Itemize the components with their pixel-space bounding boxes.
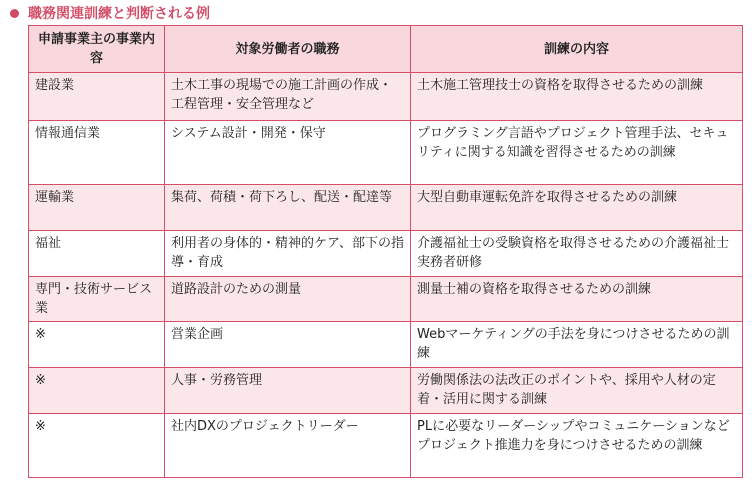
table-row (29, 368, 743, 414)
cell-business: 専門・技術サービス業 (29, 277, 165, 322)
header-business: 申請事業主の事業内容 (29, 26, 165, 73)
table-row (29, 277, 743, 322)
table-header-row (29, 26, 743, 73)
table-row (29, 185, 743, 231)
cell-business: ※ (29, 414, 165, 478)
cell-business: ※ (29, 368, 165, 414)
cell-duty: 人事・労務管理 (165, 368, 411, 414)
cell-training: 測量士補の資格を取得させるための訓練 (411, 277, 743, 322)
section-heading-text: 職務関連訓練と判断される例 (28, 6, 210, 22)
cell-training: PLに必要なリーダーシップやコミュニケーションなどプロジェクト推進力を身につけさせるための訓練 (411, 414, 743, 478)
cell-duty: 道路設計のための測量 (165, 277, 411, 322)
section-heading (8, 3, 210, 23)
table-row (29, 73, 743, 121)
cell-business: 福祉 (29, 231, 165, 277)
table-row (29, 121, 743, 185)
table-row (29, 231, 743, 277)
header-duty: 対象労働者の職務 (165, 26, 411, 73)
cell-training: 大型自動車運転免許を取得させるための訓練 (411, 185, 743, 231)
cell-duty: システム設計・開発・保守 (165, 121, 411, 185)
cell-duty: 集荷、荷積・荷下ろし、配送・配達等 (165, 185, 411, 231)
cell-duty: 営業企画 (165, 322, 411, 368)
cell-training: Webマーケティングの手法を身につけさせるための訓練 (411, 322, 743, 368)
cell-business: 建設業 (29, 73, 165, 121)
bullet-dot-icon (10, 9, 19, 18)
cell-business: 運輸業 (29, 185, 165, 231)
cell-business: ※ (29, 322, 165, 368)
cell-duty: 社内DXのプロジェクトリーダー (165, 414, 411, 478)
training-examples-table (28, 25, 743, 478)
header-training: 訓練の内容 (411, 26, 743, 73)
cell-duty: 利用者の身体的・精神的ケア、部下の指導・育成 (165, 231, 411, 277)
cell-training: 介護福祉士の受験資格を取得させるための介護福祉士実務者研修 (411, 231, 743, 277)
cell-training: 労働関係法の法改正のポイントや、採用や人材の定着・活用に関する訓練 (411, 368, 743, 414)
cell-training: プログラミング言語やプロジェクト管理手法、セキュリティに関する知識を習得させるための訓練 (411, 121, 743, 185)
cell-business: 情報通信業 (29, 121, 165, 185)
cell-duty: 土木工事の現場での施工計画の作成・工程管理・安全管理など (165, 73, 411, 121)
cell-training: 土木施工管理技士の資格を取得させるための訓練 (411, 73, 743, 121)
table-row (29, 322, 743, 368)
table-row (29, 414, 743, 478)
